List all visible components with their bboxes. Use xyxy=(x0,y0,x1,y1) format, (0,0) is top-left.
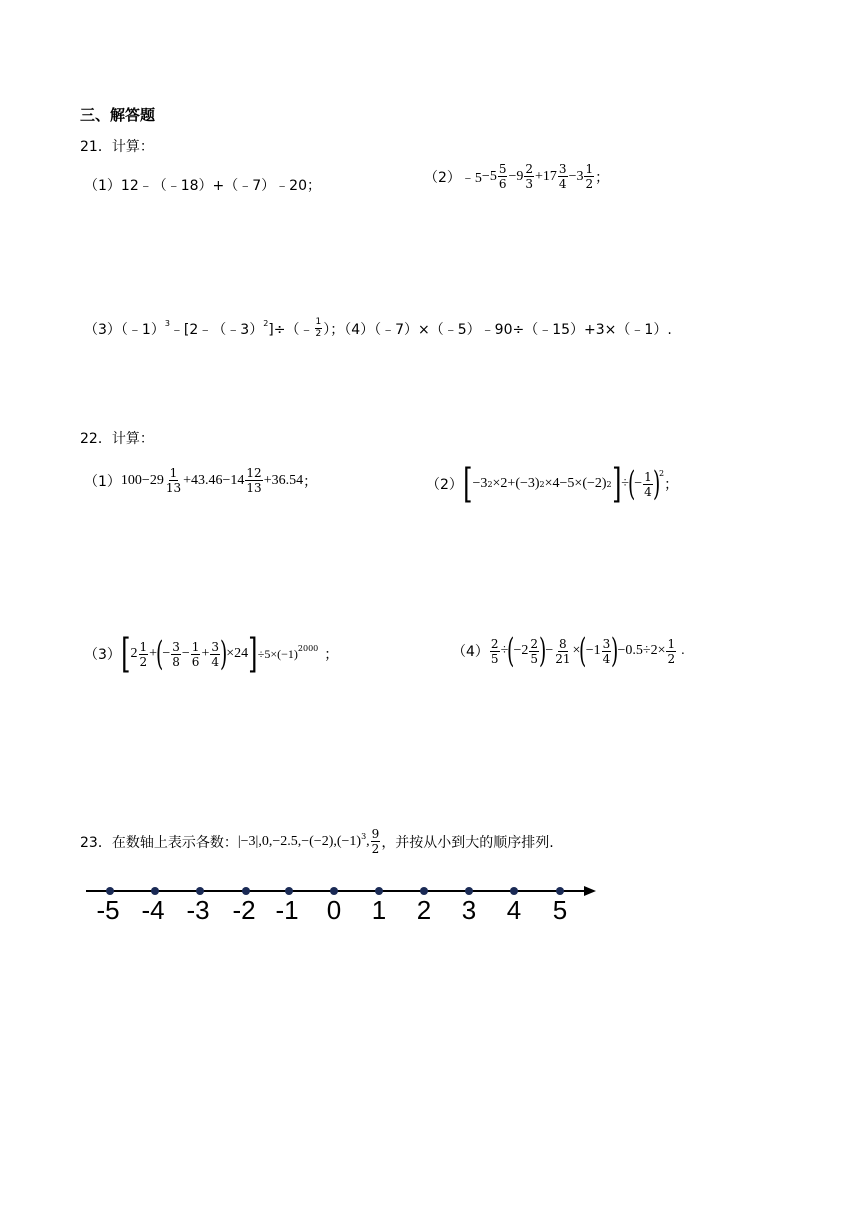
exponent: 2 xyxy=(487,479,493,489)
right-paren: ) xyxy=(539,631,547,671)
left-paren: ( xyxy=(507,631,515,671)
expr-term: |−3| xyxy=(237,833,259,849)
expr-term: − xyxy=(634,476,643,491)
number-line-point xyxy=(106,887,114,895)
number-line-label: 3 xyxy=(461,895,477,925)
expr-term: −3 xyxy=(472,476,488,491)
expr-tail: ； xyxy=(664,477,679,493)
q23 xyxy=(80,828,554,855)
fraction: $\frac{1}{6}$ xyxy=(191,639,200,669)
expr-term: ×4−5×(−2) xyxy=(544,476,607,491)
q23-heading: 23．在数轴上表示各数： xyxy=(80,834,238,851)
number-line-label: 4 xyxy=(506,895,522,925)
number-line-point xyxy=(375,887,383,895)
q22-part4-label: （4） xyxy=(452,644,489,660)
q22-part2-label: （2） xyxy=(426,477,463,493)
number-line-label: -1 xyxy=(275,895,299,925)
expr-term: −9 xyxy=(508,168,524,184)
expr-term: ÷ xyxy=(621,476,629,491)
number-line-point xyxy=(330,887,338,895)
number-line-label: 1 xyxy=(371,895,387,925)
expr-term: + xyxy=(201,646,210,661)
number-line-point xyxy=(242,887,250,895)
number-line-point xyxy=(285,887,293,895)
fraction: $\frac{3}{8}$ xyxy=(172,639,180,669)
expr-term: × xyxy=(572,643,581,658)
q21-part1: （1）12﹣（﹣18）+（﹣7）﹣20； xyxy=(84,178,321,194)
expr-term: + xyxy=(149,646,158,661)
fraction: $\frac{12}{13}$ xyxy=(246,466,262,495)
fraction: $\frac{1}{2}$ xyxy=(315,317,322,339)
expr-term: ÷5×(−1) xyxy=(257,646,298,661)
fraction: $\frac{3}{4}$ xyxy=(602,636,611,666)
expr-term: , xyxy=(366,833,370,849)
right-paren: ) xyxy=(652,464,661,504)
expr-term: 2 xyxy=(130,646,138,661)
q22-part1 xyxy=(84,467,317,494)
expr-term: − xyxy=(545,643,554,658)
expr-term: ﹣5 xyxy=(460,170,482,186)
q21-part3-a: （3）（﹣1） xyxy=(84,321,165,338)
number-line-point xyxy=(151,887,159,895)
fraction: $\frac{3}{4}$ xyxy=(211,639,219,669)
right-bracket: ] xyxy=(248,631,258,677)
exponent: 2 xyxy=(539,479,545,489)
expr-term: +36.54 xyxy=(263,472,304,488)
q23-tail: ，并按从小到大的顺序排列. xyxy=(381,834,554,851)
fraction: $\frac{8}{21}$ xyxy=(555,636,571,666)
expr-term: −3 xyxy=(568,168,584,184)
number-line-label: 0 xyxy=(326,895,342,925)
expr-term: +17 xyxy=(535,168,557,184)
expr-tail: ； xyxy=(595,169,610,186)
fraction: $\frac{1}{4}$ xyxy=(644,469,652,499)
expr-tail: ； xyxy=(303,473,318,490)
expr-term: ×24 xyxy=(226,646,249,661)
q22-part2 xyxy=(426,461,679,507)
expr-term: 100−29 xyxy=(120,472,164,488)
fraction: $\frac{3}{4}$ xyxy=(558,162,567,191)
q21-part2 xyxy=(424,163,609,190)
left-paren: ( xyxy=(579,631,587,671)
fraction: $\frac{2}{5}$ xyxy=(530,636,539,666)
left-paren: ( xyxy=(156,634,164,674)
fraction: $\frac{1}{2}$ xyxy=(667,636,676,666)
number-line-label: -5 xyxy=(96,895,120,925)
fraction: $\frac{2}{5}$ xyxy=(490,636,499,666)
expr-term: +43.46−14 xyxy=(183,472,245,488)
exponent: 2 xyxy=(659,468,665,478)
exponent: 2000 xyxy=(297,643,319,653)
expr-term: −5 xyxy=(481,168,497,184)
expr-term: −0.5÷2× xyxy=(617,643,666,658)
expr-term: ×2+(−3) xyxy=(492,476,540,491)
fraction: $\frac{1}{2}$ xyxy=(585,162,594,191)
fraction: $\frac{1}{13}$ xyxy=(165,466,182,495)
number-line-label: -4 xyxy=(141,895,165,925)
expr-term: −1 xyxy=(585,643,601,658)
exponent: 2 xyxy=(606,479,612,489)
expr-term: − xyxy=(181,646,190,661)
right-paren: ) xyxy=(219,634,228,674)
number-line-point xyxy=(465,887,473,895)
left-bracket: [ xyxy=(463,461,473,507)
q22-part3-label: （3） xyxy=(84,647,121,663)
expr-term: − xyxy=(162,646,171,661)
number-line-point xyxy=(420,887,428,895)
number-line-label: -2 xyxy=(232,895,256,925)
exponent: 3 xyxy=(361,832,367,841)
exponent: 2 xyxy=(263,319,269,328)
number-line-point xyxy=(510,887,518,895)
right-paren: ) xyxy=(611,631,619,671)
section-title: 三、解答题 xyxy=(80,106,156,124)
expr-term: ÷ xyxy=(500,643,509,658)
fraction: $\frac{5}{6}$ xyxy=(498,162,507,191)
number-line-point xyxy=(196,887,204,895)
q21-part3-c: ]÷（﹣ xyxy=(268,321,314,338)
q21-part3-b: ﹣[2﹣（﹣3） xyxy=(169,321,264,338)
q21-part2-label: （2） xyxy=(424,169,461,186)
number-line-arrow xyxy=(584,886,596,896)
expr-tail: ； xyxy=(324,647,339,663)
q22-part1-label: （1） xyxy=(84,473,121,490)
fraction: $\frac{2}{3}$ xyxy=(525,162,534,191)
fraction: $\frac{9}{2}$ xyxy=(371,827,380,856)
right-bracket: ] xyxy=(611,461,622,507)
exponent: 3 xyxy=(164,319,170,328)
number-line-label: 2 xyxy=(416,895,432,925)
left-paren: ( xyxy=(627,464,636,504)
q21-part3-d: ）；（4）（﹣7）×（﹣5）﹣90÷（﹣15）+3×（﹣1）. xyxy=(323,321,672,338)
number-line-label: 5 xyxy=(552,895,568,925)
q22-heading: 22．计算： xyxy=(80,431,154,447)
q22-part4 xyxy=(452,631,685,671)
number-line-point xyxy=(556,887,564,895)
q21-heading: 21．计算： xyxy=(80,139,154,155)
number-line-label: -3 xyxy=(186,895,210,925)
q22-part3 xyxy=(84,631,339,677)
fraction: $\frac{1}{2}$ xyxy=(139,639,148,669)
q21-part3-4 xyxy=(84,318,672,339)
left-bracket: [ xyxy=(121,631,131,677)
expr-term: ,0,−2.5,−(−2),(−1) xyxy=(258,833,362,849)
expr-term: −2 xyxy=(513,643,529,658)
expr-tail: . xyxy=(681,643,685,658)
